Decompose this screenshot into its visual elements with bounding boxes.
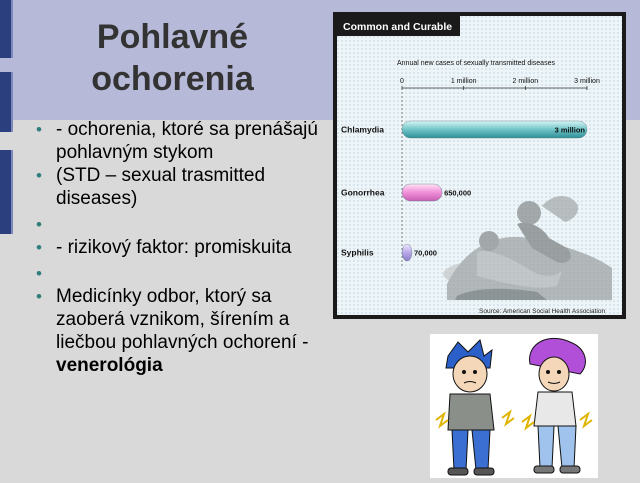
bullet-item <box>36 236 326 259</box>
bullet-text: - rizikový faktor: promiskuita <box>56 237 292 258</box>
bullet-dot-icon: • <box>36 120 42 139</box>
bullet-dot-icon: • <box>36 166 42 185</box>
left-accent-bars <box>0 0 14 480</box>
cartoon-illustration <box>430 334 598 478</box>
bullet-text: - ochorenia, ktoré sa prenášajú pohlavným stykom <box>56 119 318 163</box>
accent-bar <box>0 0 13 58</box>
cartoon-teens-illustration <box>430 334 598 478</box>
bullet-text: Medicínky odbor, ktorý sa zaoberá vznikom, šírením a liečbou pohlavných ochorení - <box>56 286 309 353</box>
bullet-item <box>36 164 326 210</box>
bullet-item <box>36 285 326 377</box>
bullet-dot-icon: • <box>36 215 42 234</box>
value-label: 70,000 <box>414 248 437 258</box>
category-label: Chlamydia <box>341 124 384 135</box>
value-label: 3 million <box>554 125 585 135</box>
category-label: Gonorrhea <box>341 187 385 198</box>
title-line-2: ochorenia <box>91 60 254 98</box>
chart-title: Common and Curable <box>343 21 453 33</box>
title-line-1: Pohlavné <box>96 18 249 56</box>
bullet-dot-icon: • <box>36 238 42 257</box>
accent-bar <box>0 72 13 132</box>
value-label: 650,000 <box>444 188 472 198</box>
chart-svg <box>337 16 622 315</box>
bar-gonorrhea <box>402 184 442 201</box>
chart-subtitle: Annual new cases of sexually transmitted diseases <box>397 60 555 67</box>
chart-panel <box>337 16 622 315</box>
x-tick-label: 2 million <box>512 78 539 85</box>
bullet-item <box>36 262 326 285</box>
bullet-item <box>36 118 326 164</box>
boy-figure <box>446 340 494 475</box>
accent-bar <box>0 150 13 234</box>
bullet-item <box>36 213 326 236</box>
bullet-dot-icon: • <box>36 264 42 283</box>
bullet-emphasis: venerológia <box>56 355 163 376</box>
x-tick-label: 1 million <box>450 78 477 85</box>
slide-title <box>40 16 305 100</box>
std-chart <box>333 12 626 319</box>
x-tick-label: 0 <box>400 78 404 85</box>
x-tick-label: 3 million <box>574 78 600 85</box>
category-label: Syphilis <box>341 247 374 258</box>
bullet-list <box>36 118 326 377</box>
bullet-text: (STD – sexual trasmitted diseases) <box>56 165 266 209</box>
chart-source: Source: American Social Health Association <box>479 308 606 315</box>
bullet-dot-icon: • <box>36 287 42 306</box>
bar-syphilis <box>402 244 412 261</box>
girl-figure <box>530 338 586 473</box>
